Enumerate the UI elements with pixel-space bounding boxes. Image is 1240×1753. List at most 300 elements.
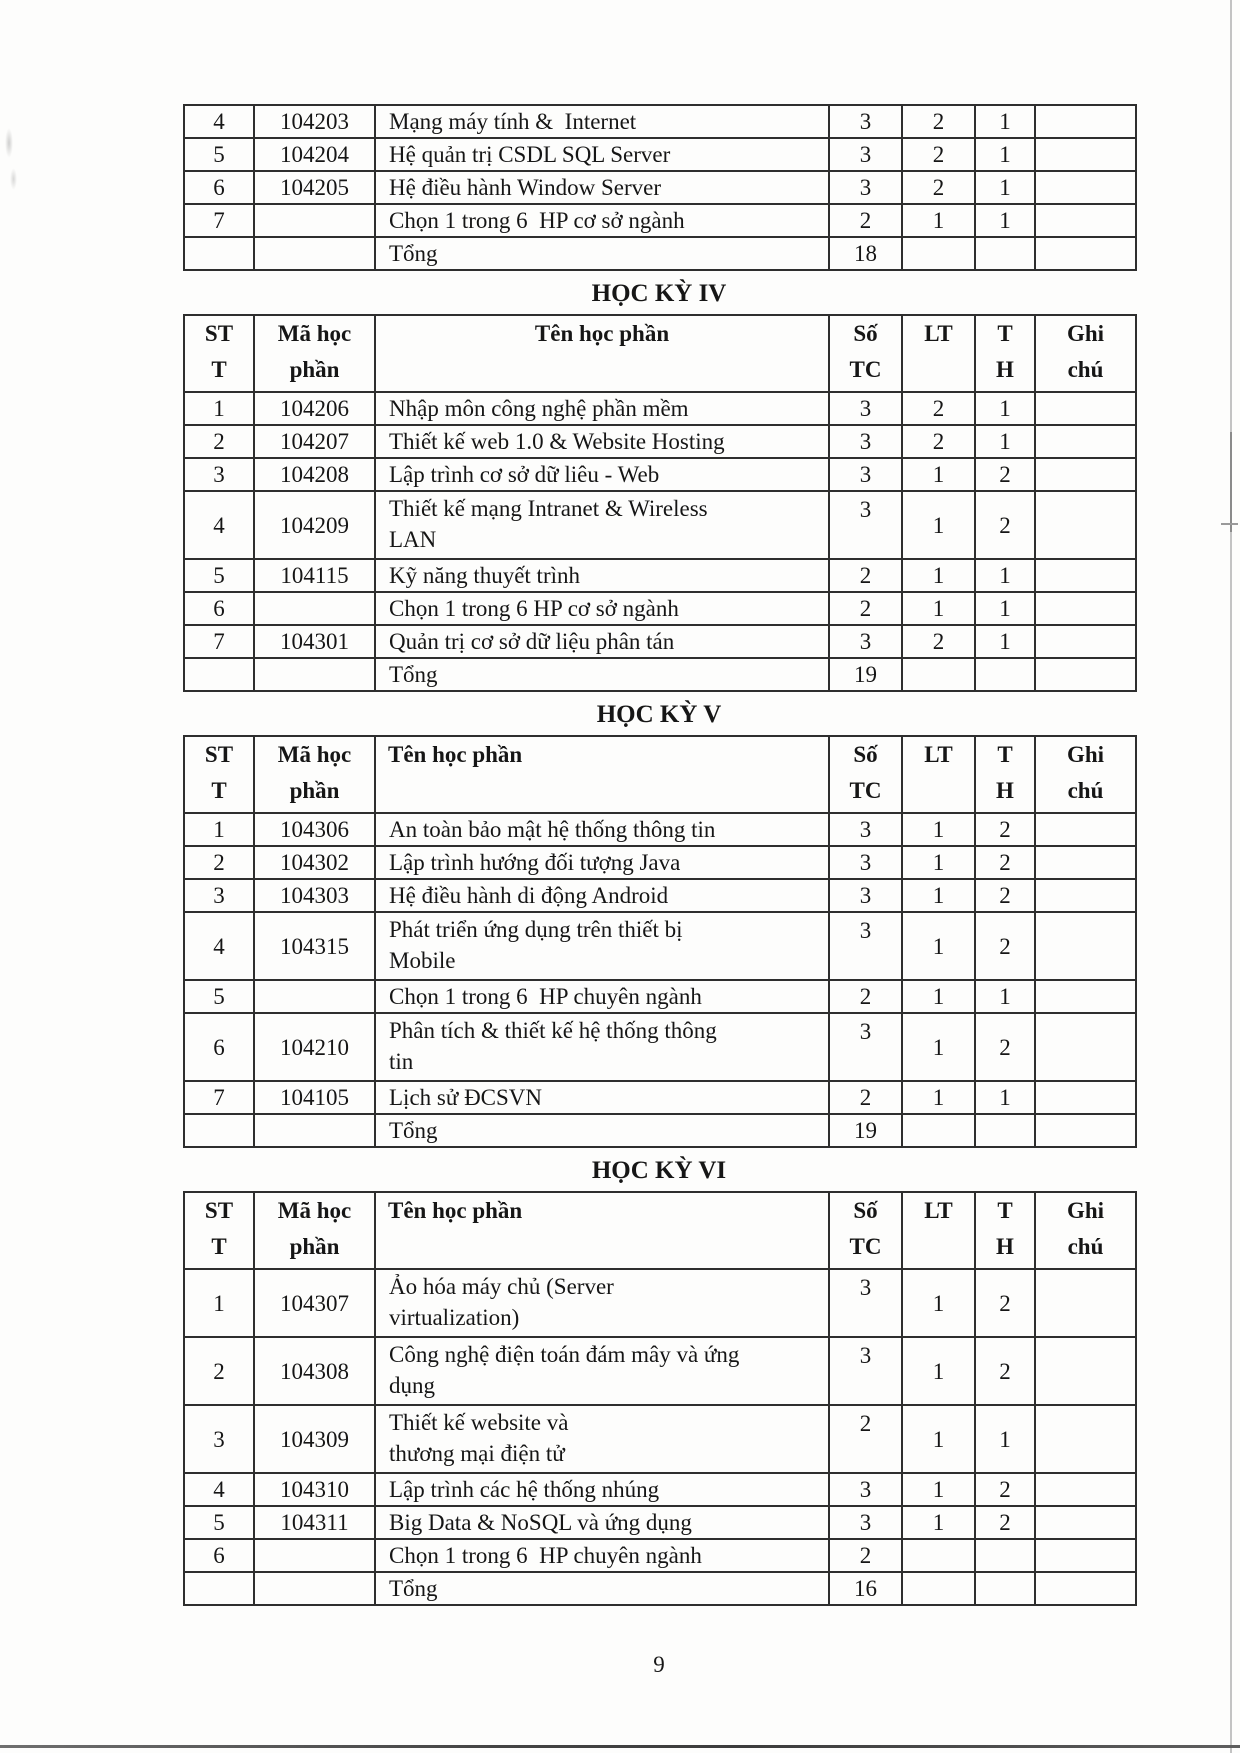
course-name-line: Thiết kế website và (389, 1410, 569, 1435)
course-code-cell: 104302 (254, 846, 375, 879)
course-name-line: Chọn 1 trong 6 HP cơ sở ngành (389, 208, 685, 233)
table-semester-4 (183, 314, 1137, 692)
note-cell (1035, 1539, 1136, 1572)
course-name-cell (375, 1405, 829, 1473)
course-name-cell (375, 658, 829, 691)
course-name-line: Tổng (389, 662, 438, 687)
course-row (184, 171, 1136, 204)
stt-cell (184, 1572, 254, 1605)
credits-cell: 3 (829, 425, 902, 458)
course-name-line: dụng (389, 1373, 435, 1398)
th-hours-cell: 1 (975, 105, 1035, 138)
course-row (184, 1405, 1136, 1473)
credits-cell: 2 (829, 559, 902, 592)
credits-cell: 19 (829, 658, 902, 691)
th-hours-cell (975, 658, 1035, 691)
semester-5-title: HỌC KỲ V (596, 701, 722, 728)
stt-cell: 5 (184, 1506, 254, 1539)
course-name-line: Lập trình hướng đối tượng Java (389, 850, 681, 875)
table-semester-4-body (184, 392, 1136, 691)
credits-cell: 2 (829, 980, 902, 1013)
col-header-code-line2: phần (289, 357, 340, 382)
col-header-note-line2: chú (1067, 357, 1104, 382)
course-code-cell: 104308 (254, 1337, 375, 1405)
note-cell (1035, 105, 1136, 138)
lt-hours-cell: 1 (902, 879, 975, 912)
course-code-cell: 104310 (254, 1473, 375, 1506)
stt-cell: 3 (184, 1405, 254, 1473)
total-row (184, 237, 1136, 270)
lt-hours-cell: 1 (902, 1013, 975, 1081)
col-header-code-line1: Mã học (277, 742, 352, 767)
course-name-line: Tổng (389, 1118, 438, 1143)
stt-cell: 6 (184, 1013, 254, 1081)
course-row (184, 912, 1136, 980)
credits-cell: 3 (829, 1013, 902, 1081)
course-name-line: Lập trình cơ sở dữ liêu - Web (389, 462, 660, 487)
col-header-note-line1: Ghi (1066, 1198, 1105, 1223)
lt-hours-cell: 1 (902, 980, 975, 1013)
note-cell (1035, 879, 1136, 912)
scan-speck (10, 168, 17, 190)
total-row (184, 1114, 1136, 1147)
course-row (184, 204, 1136, 237)
lt-hours-cell (902, 1539, 975, 1572)
col-header-credits (829, 315, 902, 392)
course-name-line: Hệ quản trị CSDL SQL Server (389, 142, 671, 167)
course-code-cell (254, 1114, 375, 1147)
note-cell (1035, 1572, 1136, 1605)
credits-cell: 19 (829, 1114, 902, 1147)
stt-cell: 5 (184, 980, 254, 1013)
th-hours-cell: 1 (975, 625, 1035, 658)
course-name-cell (375, 1506, 829, 1539)
course-name-line: Tổng (389, 241, 438, 266)
course-code-cell (254, 237, 375, 270)
col-header-note (1035, 736, 1136, 813)
note-cell (1035, 392, 1136, 425)
note-cell (1035, 1269, 1136, 1337)
note-cell (1035, 1114, 1136, 1147)
credits-cell: 2 (829, 1081, 902, 1114)
course-name-line: Chọn 1 trong 6 HP chuyên ngành (389, 984, 702, 1009)
th-hours-cell: 1 (975, 559, 1035, 592)
credits-cell: 3 (829, 491, 902, 559)
course-name-line: Hệ điều hành di động Android (389, 883, 669, 908)
table-semester-6 (183, 1191, 1137, 1606)
col-header-note (1035, 1192, 1136, 1269)
credits-cell: 18 (829, 237, 902, 270)
course-name-cell (375, 1081, 829, 1114)
course-name-cell (375, 912, 829, 980)
col-header-stt-line1: ST (204, 742, 234, 767)
lt-hours-cell: 1 (902, 458, 975, 491)
stt-cell: 3 (184, 879, 254, 912)
course-name-cell (375, 1337, 829, 1405)
col-header-name: Tên học phần (375, 736, 829, 813)
table-semester-6-header (184, 1192, 1136, 1269)
col-header-th (975, 1192, 1035, 1269)
course-row (184, 846, 1136, 879)
course-name-cell (375, 1114, 829, 1147)
th-hours-cell (975, 1114, 1035, 1147)
col-header-note-line2: chú (1067, 778, 1104, 803)
credits-cell: 3 (829, 105, 902, 138)
note-cell (1035, 1337, 1136, 1405)
lt-hours-cell: 2 (902, 171, 975, 204)
credits-cell: 3 (829, 171, 902, 204)
course-row (184, 138, 1136, 171)
course-row (184, 392, 1136, 425)
total-row (184, 658, 1136, 691)
lt-hours-cell: 2 (902, 425, 975, 458)
stt-cell (184, 1114, 254, 1147)
note-cell (1035, 912, 1136, 980)
course-code-cell: 104203 (254, 105, 375, 138)
col-header-code-line2: phần (289, 1234, 340, 1259)
col-header-stt (184, 1192, 254, 1269)
note-cell (1035, 625, 1136, 658)
col-header-stt-line2: T (211, 357, 227, 382)
course-name-cell (375, 1572, 829, 1605)
credits-cell: 2 (829, 1405, 902, 1473)
course-row (184, 458, 1136, 491)
semester-4-title: HỌC KỲ IV (591, 280, 727, 307)
course-name-cell (375, 425, 829, 458)
course-code-cell: 104115 (254, 559, 375, 592)
stt-cell: 4 (184, 105, 254, 138)
scan-edge-tick (1221, 523, 1238, 525)
credits-cell: 3 (829, 1473, 902, 1506)
course-name-line: Chọn 1 trong 6 HP chuyên ngành (389, 1543, 702, 1568)
course-code-cell: 104315 (254, 912, 375, 980)
col-header-note-line1: Ghi (1066, 742, 1105, 767)
note-cell (1035, 458, 1136, 491)
lt-hours-cell: 1 (902, 813, 975, 846)
th-hours-cell: 1 (975, 138, 1035, 171)
note-cell (1035, 592, 1136, 625)
lt-hours-cell: 1 (902, 912, 975, 980)
lt-hours-cell: 1 (902, 559, 975, 592)
th-hours-cell (975, 1572, 1035, 1605)
course-code-cell: 104303 (254, 879, 375, 912)
stt-cell: 6 (184, 171, 254, 204)
col-header-credits-line2: TC (849, 1234, 882, 1259)
col-header-stt-line2: T (211, 778, 227, 803)
course-name-line: Phát triển ứng dụng trên thiết bị (389, 917, 683, 942)
note-cell (1035, 559, 1136, 592)
course-row (184, 879, 1136, 912)
stt-cell (184, 658, 254, 691)
col-header-name: Tên học phần (375, 1192, 829, 1269)
note-cell (1035, 425, 1136, 458)
stt-cell: 3 (184, 458, 254, 491)
course-name-line: Chọn 1 trong 6 HP cơ sở ngành (389, 596, 679, 621)
course-name-line: Ảo hóa máy chủ (Server (389, 1274, 614, 1299)
course-row (184, 1506, 1136, 1539)
course-code-cell: 104105 (254, 1081, 375, 1114)
col-header-code-line2: phần (289, 778, 340, 803)
course-name-line: Nhập môn công nghệ phần mềm (389, 396, 689, 421)
col-header-note-line1: Ghi (1066, 321, 1105, 346)
course-name-cell (375, 1473, 829, 1506)
course-code-cell: 104205 (254, 171, 375, 204)
scan-edge-line-right (1230, 0, 1232, 1753)
table-semester-5-header (184, 736, 1136, 813)
course-row (184, 1539, 1136, 1572)
course-name-cell (375, 138, 829, 171)
col-header-name: Tên học phần (375, 315, 829, 392)
header-row (184, 315, 1136, 392)
th-hours-cell: 2 (975, 1013, 1035, 1081)
col-header-lt: LT (902, 1192, 975, 1269)
col-header-th (975, 315, 1035, 392)
col-header-th-line1: T (997, 321, 1013, 346)
col-header-stt (184, 736, 254, 813)
course-code-cell: 104204 (254, 138, 375, 171)
th-hours-cell: 1 (975, 171, 1035, 204)
note-cell (1035, 980, 1136, 1013)
note-cell (1035, 813, 1136, 846)
course-name-line: Thiết kế mạng Intranet & Wireless (389, 496, 708, 521)
course-name-cell (375, 592, 829, 625)
course-name-cell (375, 879, 829, 912)
col-header-code (254, 1192, 375, 1269)
note-cell (1035, 1013, 1136, 1081)
course-name-line: Quản trị cơ sở dữ liệu phân tán (389, 629, 675, 654)
stt-cell: 5 (184, 138, 254, 171)
course-name-cell (375, 813, 829, 846)
credits-cell: 16 (829, 1572, 902, 1605)
lt-hours-cell (902, 1572, 975, 1605)
course-row (184, 559, 1136, 592)
course-name-line: tin (389, 1049, 414, 1074)
course-name-line: An toàn bảo mật hệ thống thông tin (389, 817, 716, 842)
lt-hours-cell: 1 (902, 846, 975, 879)
th-hours-cell: 2 (975, 846, 1035, 879)
col-header-stt-line1: ST (204, 321, 234, 346)
course-row (184, 1269, 1136, 1337)
col-header-th-line2: H (996, 778, 1014, 803)
course-code-cell: 104210 (254, 1013, 375, 1081)
table-semester-6-body (184, 1269, 1136, 1605)
course-name-line: Hệ điều hành Window Server (389, 175, 662, 200)
note-cell (1035, 846, 1136, 879)
col-header-credits-line2: TC (849, 357, 882, 382)
th-hours-cell: 2 (975, 912, 1035, 980)
lt-hours-cell: 2 (902, 105, 975, 138)
col-header-lt: LT (902, 736, 975, 813)
col-header-note (1035, 315, 1136, 392)
stt-cell: 4 (184, 1473, 254, 1506)
stt-cell: 4 (184, 912, 254, 980)
stt-cell (184, 237, 254, 270)
credits-cell: 3 (829, 879, 902, 912)
course-name-cell (375, 491, 829, 559)
col-header-code-line1: Mã học (277, 321, 352, 346)
course-name-line: Lập trình các hệ thống nhúng (389, 1477, 660, 1502)
lt-hours-cell: 1 (902, 1405, 975, 1473)
credits-cell: 2 (829, 1539, 902, 1572)
course-code-cell (254, 204, 375, 237)
course-row (184, 491, 1136, 559)
note-cell (1035, 1506, 1136, 1539)
th-hours-cell (975, 1539, 1035, 1572)
table-semester-4-header (184, 315, 1136, 392)
course-row (184, 980, 1136, 1013)
course-name-line: Mạng máy tính & Internet (389, 109, 637, 134)
scan-speck (5, 128, 13, 158)
document-page (183, 104, 1135, 1678)
th-hours-cell: 1 (975, 204, 1035, 237)
col-header-code (254, 315, 375, 392)
course-name-line: Tổng (389, 1576, 438, 1601)
th-hours-cell: 2 (975, 813, 1035, 846)
col-header-th (975, 736, 1035, 813)
course-code-cell (254, 1572, 375, 1605)
course-row (184, 1337, 1136, 1405)
col-header-note-line2: chú (1067, 1234, 1104, 1259)
th-hours-cell: 1 (975, 980, 1035, 1013)
note-cell (1035, 491, 1136, 559)
course-code-cell: 104207 (254, 425, 375, 458)
col-header-credits (829, 736, 902, 813)
course-code-cell (254, 1539, 375, 1572)
course-name-line: Big Data & NoSQL và ứng dụng (389, 1510, 692, 1535)
stt-cell: 6 (184, 592, 254, 625)
lt-hours-cell: 1 (902, 1269, 975, 1337)
course-name-line: Công nghệ điện toán đám mây và ứng (389, 1342, 740, 1367)
col-header-th-line1: T (997, 1198, 1013, 1223)
stt-cell: 4 (184, 491, 254, 559)
page-number: 9 (653, 1652, 665, 1677)
table-semester-3-partial (183, 104, 1137, 271)
th-hours-cell (975, 237, 1035, 270)
note-cell (1035, 171, 1136, 204)
stt-cell: 7 (184, 1081, 254, 1114)
stt-cell: 1 (184, 1269, 254, 1337)
course-row (184, 625, 1136, 658)
course-name-line: LAN (389, 527, 437, 552)
stt-cell: 7 (184, 625, 254, 658)
lt-hours-cell (902, 237, 975, 270)
th-hours-cell: 2 (975, 1337, 1035, 1405)
course-name-line: thương mại điện tử (389, 1441, 565, 1466)
note-cell (1035, 138, 1136, 171)
table-semester-5 (183, 735, 1137, 1148)
credits-cell: 3 (829, 458, 902, 491)
lt-hours-cell: 1 (902, 204, 975, 237)
credits-cell: 3 (829, 1337, 902, 1405)
course-name-cell (375, 105, 829, 138)
lt-hours-cell: 1 (902, 1081, 975, 1114)
course-code-cell (254, 658, 375, 691)
lt-hours-cell: 2 (902, 392, 975, 425)
stt-cell: 2 (184, 1337, 254, 1405)
stt-cell: 1 (184, 392, 254, 425)
col-header-th-line2: H (996, 357, 1014, 382)
th-hours-cell: 2 (975, 458, 1035, 491)
course-name-line: Mobile (389, 948, 456, 973)
th-hours-cell: 2 (975, 1473, 1035, 1506)
course-name-line: Kỹ năng thuyết trình (389, 563, 580, 588)
lt-hours-cell (902, 658, 975, 691)
course-name-cell (375, 392, 829, 425)
col-header-stt-line1: ST (204, 1198, 234, 1223)
course-code-cell: 104311 (254, 1506, 375, 1539)
course-name-cell (375, 980, 829, 1013)
course-code-cell: 104208 (254, 458, 375, 491)
th-hours-cell: 1 (975, 425, 1035, 458)
scan-edge-line-right-dark-segment (1230, 432, 1232, 532)
credits-cell: 3 (829, 846, 902, 879)
col-header-code (254, 736, 375, 813)
stt-cell: 7 (184, 204, 254, 237)
credits-cell: 2 (829, 592, 902, 625)
course-code-cell: 104301 (254, 625, 375, 658)
credits-cell: 3 (829, 1269, 902, 1337)
col-header-th-line1: T (997, 742, 1013, 767)
th-hours-cell: 1 (975, 1081, 1035, 1114)
th-hours-cell: 2 (975, 1269, 1035, 1337)
course-name-cell (375, 237, 829, 270)
credits-cell: 3 (829, 912, 902, 980)
course-code-cell: 104309 (254, 1405, 375, 1473)
header-row (184, 736, 1136, 813)
lt-hours-cell: 1 (902, 592, 975, 625)
col-header-stt (184, 315, 254, 392)
lt-hours-cell: 1 (902, 1337, 975, 1405)
semester-6-title: HỌC KỲ VI (591, 1157, 727, 1184)
note-cell (1035, 1081, 1136, 1114)
stt-cell: 2 (184, 846, 254, 879)
table-semester-3-body (184, 105, 1136, 270)
course-name-cell (375, 204, 829, 237)
course-row (184, 425, 1136, 458)
col-header-credits (829, 1192, 902, 1269)
course-row (184, 1081, 1136, 1114)
table-semester-5-body (184, 813, 1136, 1147)
col-header-credits-line1: Số (853, 321, 878, 346)
col-header-credits-line1: Số (853, 1198, 878, 1223)
th-hours-cell: 1 (975, 392, 1035, 425)
credits-cell: 3 (829, 392, 902, 425)
stt-cell: 6 (184, 1539, 254, 1572)
course-row (184, 592, 1136, 625)
col-header-th-line2: H (996, 1234, 1014, 1259)
th-hours-cell: 1 (975, 1405, 1035, 1473)
course-name-cell (375, 846, 829, 879)
credits-cell: 3 (829, 138, 902, 171)
credits-cell: 3 (829, 1506, 902, 1539)
course-row (184, 813, 1136, 846)
note-cell (1035, 237, 1136, 270)
col-header-credits-line1: Số (853, 742, 878, 767)
course-name-line: Phân tích & thiết kế hệ thống thông (389, 1018, 717, 1043)
course-name-cell (375, 1539, 829, 1572)
total-row (184, 1572, 1136, 1605)
course-name-line: Lịch sử ĐCSVN (389, 1085, 543, 1110)
course-name-cell (375, 1269, 829, 1337)
course-name-cell (375, 1013, 829, 1081)
lt-hours-cell (902, 1114, 975, 1147)
th-hours-cell: 1 (975, 592, 1035, 625)
header-row (184, 1192, 1136, 1269)
course-name-cell (375, 171, 829, 204)
note-cell (1035, 658, 1136, 691)
lt-hours-cell: 1 (902, 491, 975, 559)
course-name-cell (375, 559, 829, 592)
